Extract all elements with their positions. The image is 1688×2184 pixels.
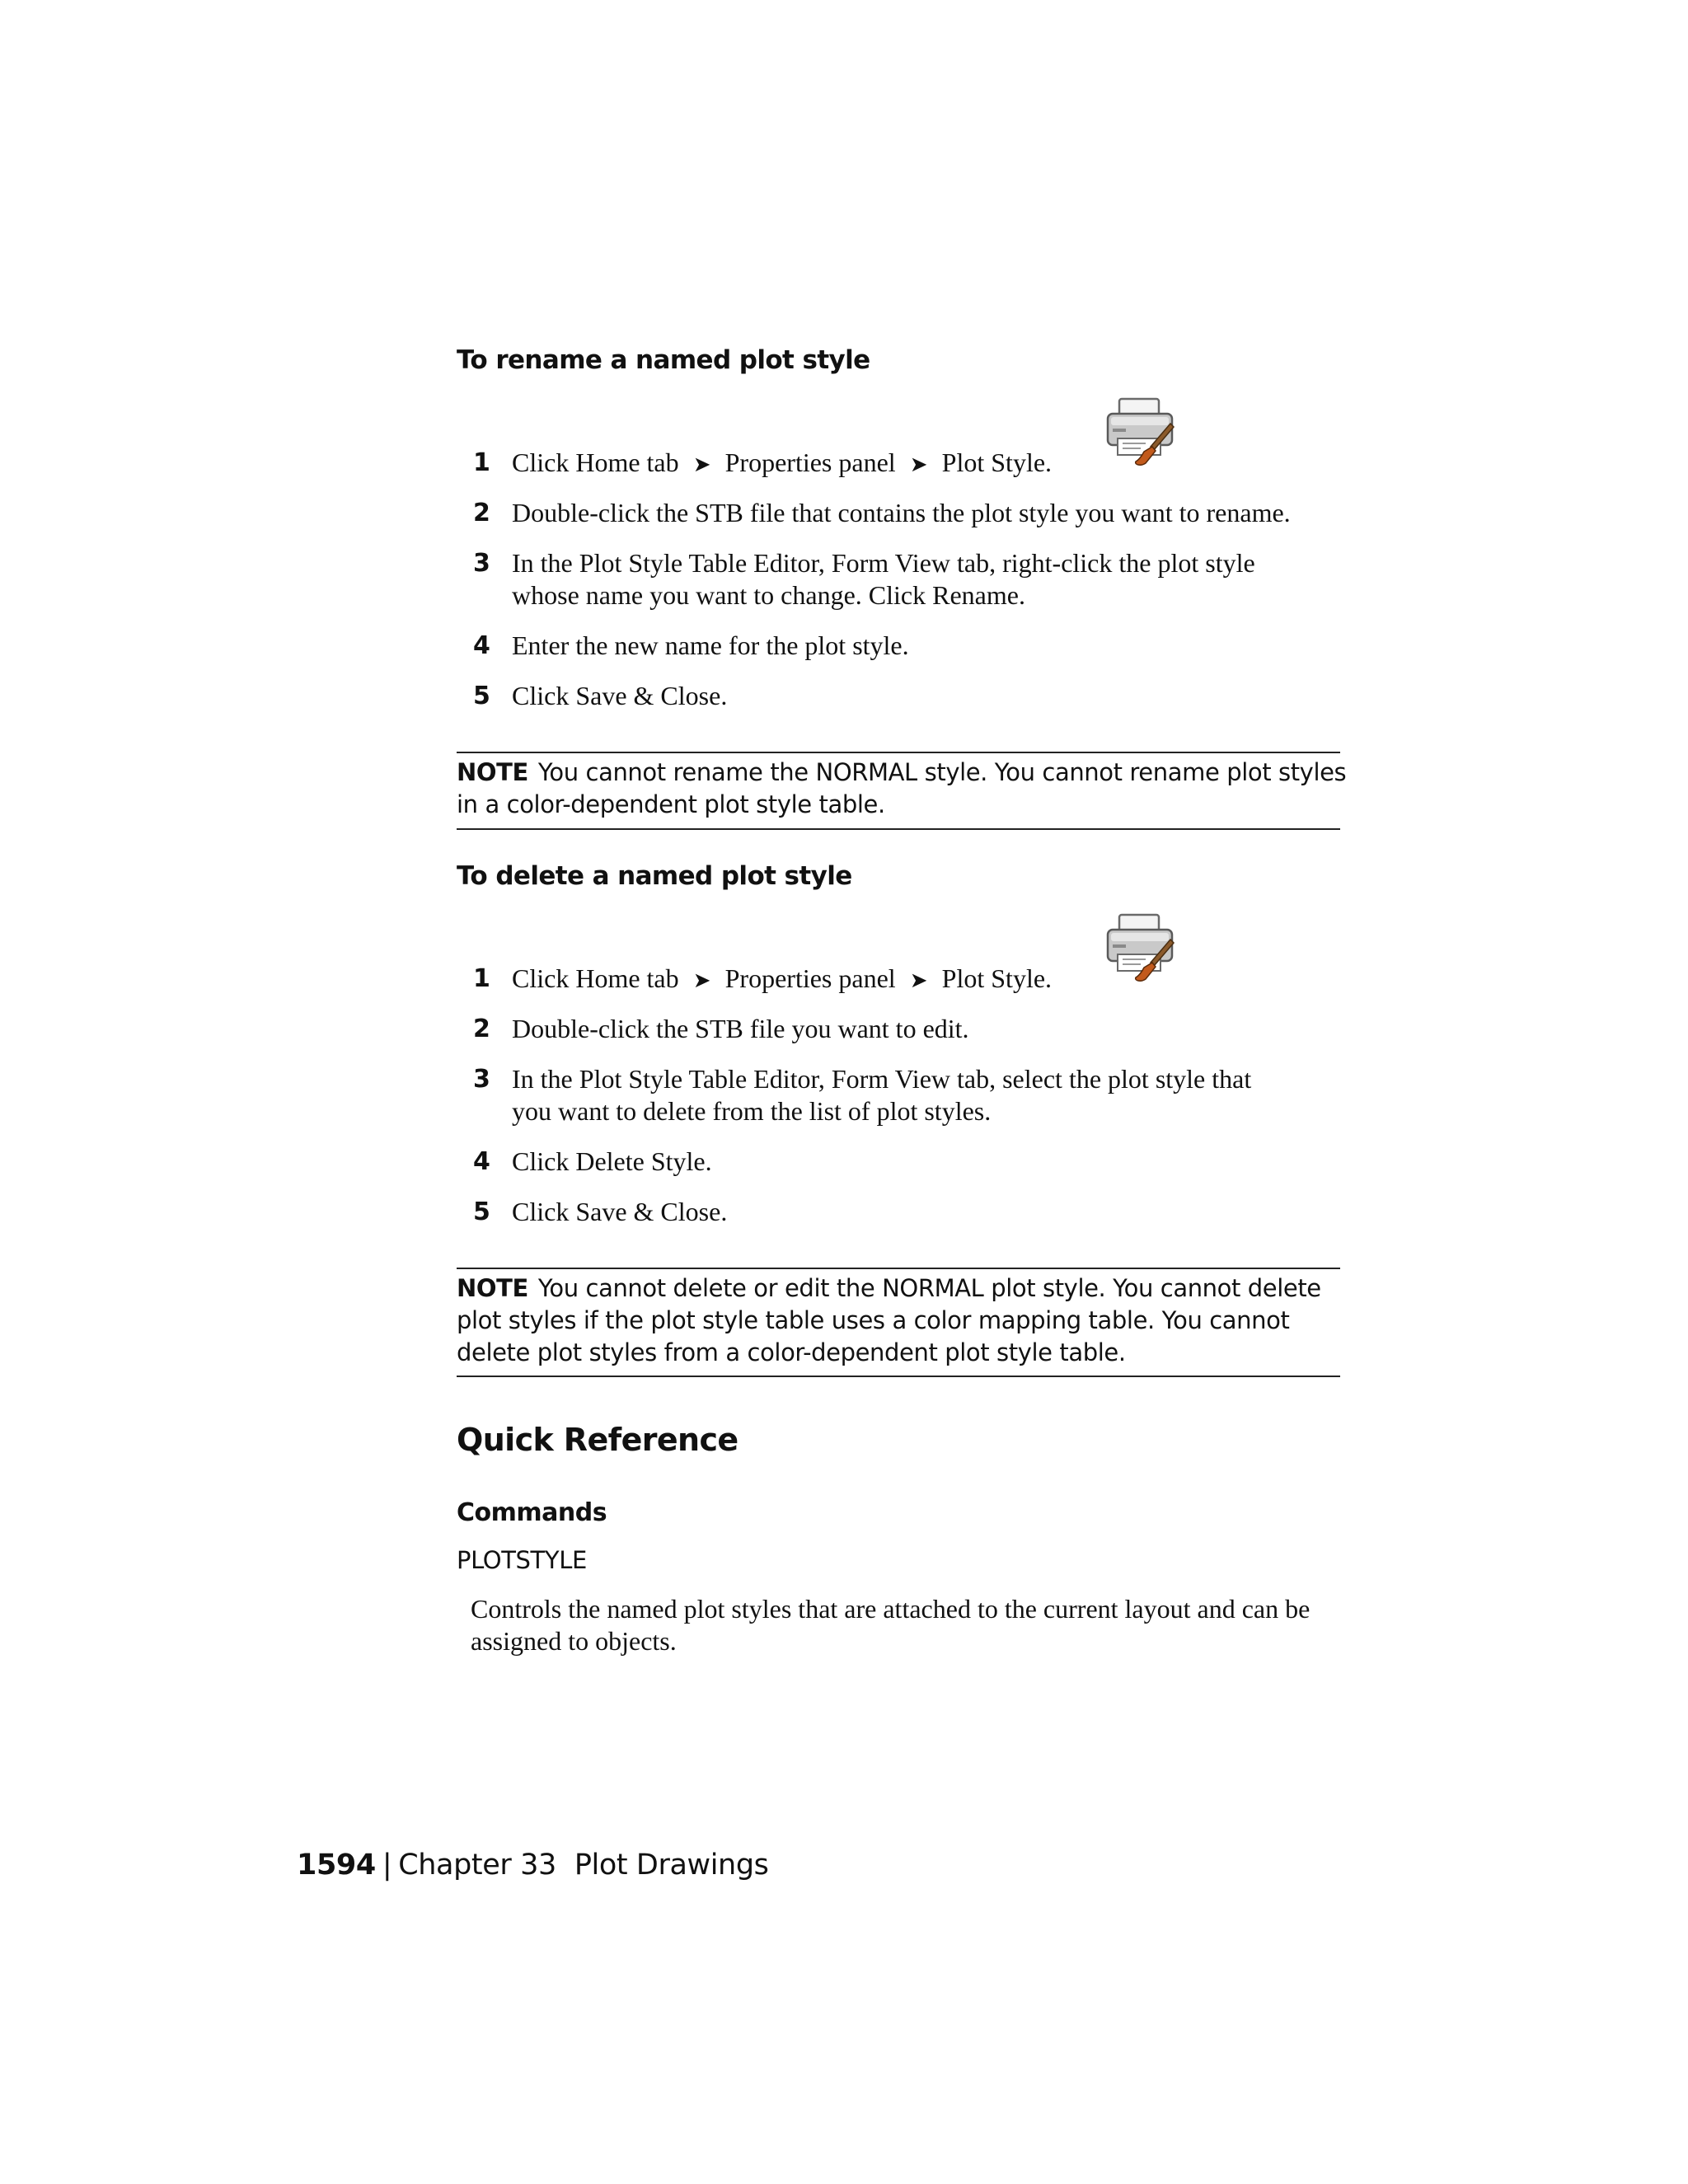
delete-procedure-heading: To delete a named plot style (457, 861, 852, 891)
delete-step-1-home: Click Home tab (512, 963, 679, 993)
chapter-label: Chapter 33 (398, 1849, 556, 1882)
chapter-title: Plot Drawings (574, 1849, 769, 1882)
plot-style-icon (1103, 396, 1177, 470)
rename-step-3-text (512, 547, 1344, 612)
delete-step-3-number: 3 (473, 1065, 490, 1094)
delete-step-2-number: 2 (473, 1015, 490, 1043)
footer-separator: | (382, 1849, 392, 1882)
delete-step-1-tool: Plot Style. (941, 963, 1053, 993)
command-description: Controls the named plot styles that are attached to the current layout and can be assigned to objects. (471, 1594, 1311, 1656)
rename-step-2-text: Double-click the STB file that contains the plot style you want to rename. (512, 498, 1291, 527)
menu-arrow-icon: ➤ (909, 452, 928, 476)
commands-heading: Commands (457, 1498, 607, 1527)
rename-step-1-panel: Properties panel (724, 448, 896, 477)
rename-step-5-text: Click Save & Close. (512, 681, 728, 710)
delete-step-3-line-2: you want to delete from the list of plot styles. (512, 1096, 992, 1126)
delete-step-3-text (512, 1063, 1344, 1127)
rename-step-1-text (512, 447, 1344, 480)
delete-note-text: You cannot delete or edit the NORMAL plot style. You cannot delete plot styles if the plot style table uses a color mapping table. You cannot delete plot styles from a color-dependent plot style table. (457, 1274, 1321, 1366)
delete-step-1-number: 1 (473, 964, 490, 993)
menu-arrow-icon: ➤ (692, 452, 711, 476)
note-bottom-rule (457, 828, 1340, 830)
note-label: NOTE (457, 1274, 528, 1302)
delete-step-1-text (512, 963, 1344, 996)
delete-step-4-number: 4 (473, 1147, 490, 1176)
rename-step-1-number: 1 (473, 448, 490, 477)
delete-step-3-line-1: In the Plot Style Table Editor, Form View tab, select the plot style that (512, 1064, 1252, 1094)
rename-step-4-text: Enter the new name for the plot style. (512, 630, 909, 660)
delete-step-2-text: Double-click the STB file you want to edit. (512, 1014, 969, 1043)
page-number: 1594 (297, 1849, 376, 1882)
note-label: NOTE (457, 758, 528, 786)
rename-note-text: You cannot rename the NORMAL style. You cannot rename plot styles in a color-dependent plot style table. (457, 758, 1347, 818)
note-bottom-rule (457, 1376, 1340, 1377)
rename-procedure-heading: To rename a named plot style (457, 345, 870, 375)
rename-note (457, 757, 1347, 821)
delete-step-5-number: 5 (473, 1197, 490, 1226)
rename-step-3-line-2: whose name you want to change. Click Rename. (512, 580, 1025, 610)
delete-step-1-panel: Properties panel (724, 963, 896, 993)
menu-arrow-icon: ➤ (692, 968, 711, 992)
menu-arrow-icon: ➤ (909, 968, 928, 992)
rename-step-1-tool: Plot Style. (941, 448, 1053, 477)
note-top-rule (457, 1268, 1340, 1269)
rename-step-2-number: 2 (473, 499, 490, 527)
rename-step-3-line-1: In the Plot Style Table Editor, Form View tab, right-click the plot style (512, 548, 1255, 578)
quick-reference-title: Quick Reference (457, 1422, 738, 1458)
page-footer (297, 1849, 768, 1882)
command-name: PLOTSTYLE (457, 1546, 587, 1574)
delete-step-5-text: Click Save & Close. (512, 1197, 728, 1226)
delete-step-4-text: Click Delete Style. (512, 1146, 712, 1176)
rename-step-4-number: 4 (473, 631, 490, 660)
rename-step-5-number: 5 (473, 682, 490, 710)
delete-note (457, 1272, 1347, 1369)
note-top-rule (457, 752, 1340, 753)
rename-step-1-home: Click Home tab (512, 448, 679, 477)
plot-style-icon (1103, 912, 1177, 986)
rename-step-3-number: 3 (473, 549, 490, 578)
